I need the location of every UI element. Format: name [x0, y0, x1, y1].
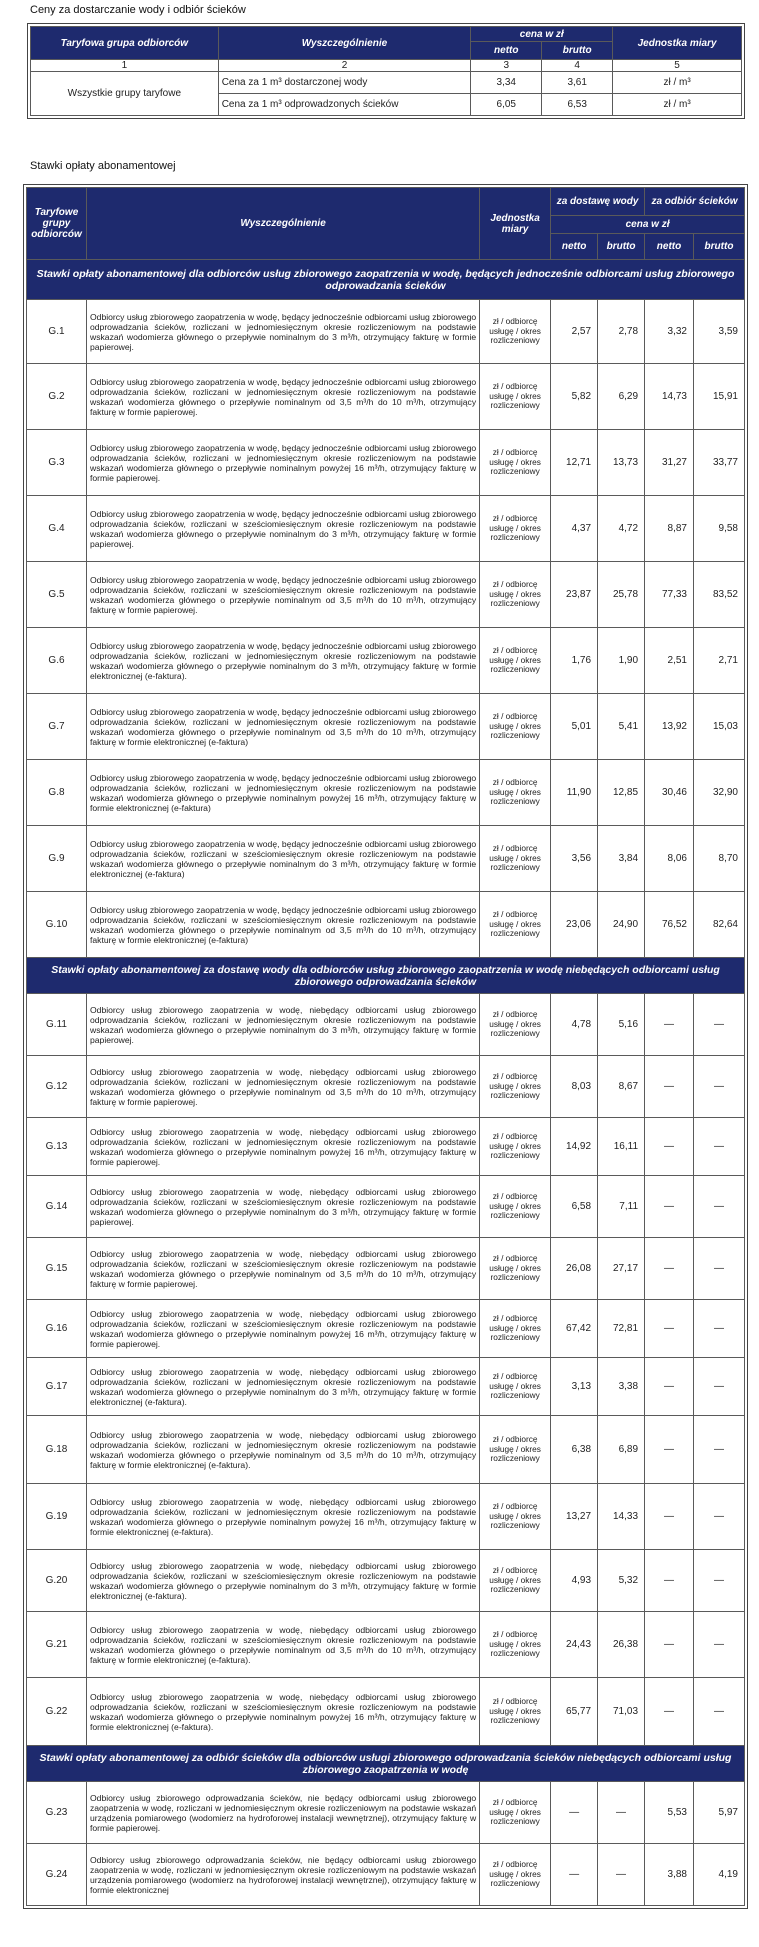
- table-row: [27, 1678, 745, 1746]
- sewage-brutto: 4,19: [693, 1844, 744, 1906]
- table-row: [27, 1118, 745, 1176]
- table-row: [31, 72, 742, 94]
- tariff-group-code: G.21: [27, 1612, 87, 1678]
- sewage-netto: 2,51: [645, 628, 694, 694]
- table-row: [27, 1550, 745, 1612]
- row-description: Odbiorcy usług zbiorowego zaopatrzenia w wodę, niebędący odbiorcami usług zbiorowego odprowadzania ścieków, rozliczani w jednomiesięcznym okresie rozliczeniowym na podstawie wskazań wodomierza głównego o przepływie nominalnym do 3 m³/h, otrzymujący fakturę w formie elektronicznej (e-faktura).: [86, 1358, 479, 1416]
- table-row: [27, 628, 745, 694]
- row-description: Odbiorcy usług zbiorowego zaopatrzenia w wodę, niebędący odbiorcami usług zbiorowego odprowadzania ścieków, rozliczani w jednomiesięcznym okresie rozliczeniowym na podstawie wskazań wodomierza głównego o przepływie nominalnym powyżej 16 m³/h, otrzymujący fakturę w formie papierowej.: [86, 1118, 479, 1176]
- unit: zł / odbiorcę usługę / okres rozliczeniowy: [480, 1176, 551, 1238]
- sewage-netto: 8,06: [645, 826, 694, 892]
- row-description: Odbiorcy usług zbiorowego zaopatrzenia w wodę, niebędący odbiorcami usług zbiorowego odprowadzania ścieków, rozliczani w sześciomiesięcznym okresie rozliczeniowym na podstawie wskazań wodomierza głównego o przepływie nominalnym do 3 m³/h, otrzymujący fakturę w formie elektronicznej (e-faktura).: [86, 1550, 479, 1612]
- column-number: 2: [218, 60, 471, 72]
- water-brutto: 25,78: [598, 562, 645, 628]
- sewage-netto: 30,46: [645, 760, 694, 826]
- water-netto: —: [551, 1782, 598, 1844]
- tariff-group-code: G.23: [27, 1782, 87, 1844]
- tariff-group-code: G.20: [27, 1550, 87, 1612]
- sewage-brutto: —: [693, 1678, 744, 1746]
- table-row: [27, 496, 745, 562]
- unit: zł / odbiorcę usługę / okres rozliczeniowy: [480, 994, 551, 1056]
- sewage-netto: —: [645, 1358, 694, 1416]
- sewage-netto: 8,87: [645, 496, 694, 562]
- water-brutto: 6,89: [598, 1416, 645, 1484]
- sewage-brutto: —: [693, 994, 744, 1056]
- row-description: Odbiorcy usług zbiorowego zaopatrzenia w wodę, będący jednocześnie odbiorcami usług zbiorowego odprowadzania ścieków, rozliczani w jednomiesięcznym okresie rozliczeniowym na podstawie wskazań wodomierza głównego o przepływie nominalnym do 3 m³/h, otrzymujący fakturę w formie elektronicznej (e-faktura).: [86, 628, 479, 694]
- sewage-netto: 5,53: [645, 1782, 694, 1844]
- unit: zł / m³: [613, 72, 742, 94]
- table-row: [27, 1238, 745, 1300]
- tariff-group-code: G.7: [27, 694, 87, 760]
- row-description: Odbiorcy usług zbiorowego zaopatrzenia w wodę, niebędący odbiorcami usług zbiorowego odprowadzania ścieków, rozliczani w sześciomiesięcznym okresie rozliczeniowym na podstawie wskazań wodomierza głównego o przepływie nominalnym powyżej 16 m³/h, otrzymujący fakturę w formie papierowej.: [86, 1300, 479, 1358]
- table-row: [27, 430, 745, 496]
- tariff-group-code: G.3: [27, 430, 87, 496]
- unit: zł / odbiorcę usługę / okres rozliczeniowy: [480, 430, 551, 496]
- section-title: Stawki opłaty abonamentowej dla odbiorców usług zbiorowego zaopatrzenia w wodę, będących jednocześnie odbiorcami usług zbiorowego odprowadzania ścieków: [27, 260, 745, 300]
- table-row: [27, 1300, 745, 1358]
- sewage-brutto: 83,52: [693, 562, 744, 628]
- water-brutto: 3,84: [598, 826, 645, 892]
- unit: zł / odbiorcę usługę / okres rozliczeniowy: [480, 300, 551, 364]
- unit: zł / odbiorcę usługę / okres rozliczeniowy: [480, 1300, 551, 1358]
- water-brutto: —: [598, 1844, 645, 1906]
- table-row: [27, 760, 745, 826]
- sewage-netto: —: [645, 1300, 694, 1358]
- row-description: Odbiorcy usług zbiorowego zaopatrzenia w wodę, niebędący odbiorcami usług zbiorowego odprowadzania ścieków, rozliczani w sześciomiesięcznym okresie rozliczeniowym na podstawie wskazań wodomierza głównego o przepływie nominalnym od 3,5 m³/h do 10 m³/h, otrzymujący fakturę w formie papierowej.: [86, 1238, 479, 1300]
- water-netto: 4,37: [551, 496, 598, 562]
- water-brutto: 16,11: [598, 1118, 645, 1176]
- water-brutto: 13,73: [598, 430, 645, 496]
- row-description: Odbiorcy usług zbiorowego zaopatrzenia w wodę, będący jednocześnie odbiorcami usług zbiorowego odprowadzania ścieków, rozliczani w sześciomiesięcznym okresie rozliczeniowym na podstawie wskazań wodomierza głównego o przepływie nominalnym do 3 m³/h, otrzymujący fakturę w formie elektronicznej (e-faktura): [86, 826, 479, 892]
- row-description: Odbiorcy usług zbiorowego zaopatrzenia w wodę, niebędący odbiorcami usług zbiorowego odprowadzania ścieków, rozliczani w jednomiesięcznym okresie rozliczeniowym na podstawie wskazań wodomierza głównego o przepływie nominalnym do 3 m³/h, otrzymujący fakturę w formie papierowej.: [86, 994, 479, 1056]
- section-title: Stawki opłaty abonamentowej za odbiór ścieków dla odbiorców usługi zbiorowego odprowadzania ścieków niebędących odbiorcami usług zbiorowego zaopatrzenia w wodę: [27, 1746, 745, 1782]
- unit: zł / odbiorcę usługę / okres rozliczeniowy: [480, 1358, 551, 1416]
- water-netto: 23,06: [551, 892, 598, 958]
- water-netto: 3,56: [551, 826, 598, 892]
- sewage-netto: 76,52: [645, 892, 694, 958]
- water-netto: 6,58: [551, 1176, 598, 1238]
- tariff-group-code: G.11: [27, 994, 87, 1056]
- table-row: [27, 1056, 745, 1118]
- sewage-netto: —: [645, 1678, 694, 1746]
- table-row: [27, 1844, 745, 1906]
- sewage-netto: —: [645, 1118, 694, 1176]
- row-description: Odbiorcy usług zbiorowego zaopatrzenia w wodę, będący jednocześnie odbiorcami usług zbiorowego odprowadzania ścieków, rozliczani w sześciomiesięcznym okresie rozliczeniowym na podstawie wskazań wodomierza głównego o przepływie nominalnym od 3,5 m³/h do 10 m³/h, otrzymujący fakturę w formie papierowej.: [86, 562, 479, 628]
- unit: zł / odbiorcę usługę / okres rozliczeniowy: [480, 1782, 551, 1844]
- sewage-brutto: —: [693, 1612, 744, 1678]
- row-description: Odbiorcy usług zbiorowego zaopatrzenia w wodę, niebędący odbiorcami usług zbiorowego odprowadzania ścieków, rozliczani w sześciomiesięcznym okresie rozliczeniowym na podstawie wskazań wodomierza głównego o przepływie nominalnym do 3 m³/h, otrzymujący fakturę w formie papierowej.: [86, 1176, 479, 1238]
- unit: zł / odbiorcę usługę / okres rozliczeniowy: [480, 496, 551, 562]
- sewage-brutto: —: [693, 1358, 744, 1416]
- header-water: za dostawę wody: [551, 188, 645, 216]
- sewage-netto: 14,73: [645, 364, 694, 430]
- unit: zł / odbiorcę usługę / okres rozliczeniowy: [480, 1484, 551, 1550]
- sewage-brutto: —: [693, 1484, 744, 1550]
- water-netto: 11,90: [551, 760, 598, 826]
- table1-title: Ceny za dostarczanie wody i odbiór ścieków: [30, 4, 246, 16]
- row-description: Odbiorcy usług zbiorowego zaopatrzenia w wodę, będący jednocześnie odbiorcami usług zbiorowego odprowadzania ścieków, rozliczani w jednomiesięcznym okresie rozliczeniowym na podstawie wskazań wodomierza głównego o przepływie nominalnym powyżej 16 m³/h, otrzymujący fakturę w formie papierowej.: [86, 430, 479, 496]
- unit: zł / odbiorcę usługę / okres rozliczeniowy: [480, 892, 551, 958]
- tariff-group-code: G.22: [27, 1678, 87, 1746]
- water-netto: 13,27: [551, 1484, 598, 1550]
- section-title: Stawki opłaty abonamentowej za dostawę wody dla odbiorców usług zbiorowego zaopatrzenia w wodę niebędących odbiorcami usług zbiorowego odprowadzania ścieków: [27, 958, 745, 994]
- table-row: [27, 892, 745, 958]
- header-sewage: za odbiór ścieków: [645, 188, 745, 216]
- sewage-brutto: 82,64: [693, 892, 744, 958]
- row-description: Cena za 1 m³ odprowadzonych ścieków: [218, 94, 471, 116]
- sewage-brutto: —: [693, 1176, 744, 1238]
- water-brutto: 7,11: [598, 1176, 645, 1238]
- tariff-group-code: G.8: [27, 760, 87, 826]
- water-netto: 65,77: [551, 1678, 598, 1746]
- sewage-brutto: 15,03: [693, 694, 744, 760]
- table2-title: Stawki opłaty abonamentowej: [30, 160, 176, 172]
- table-row: [27, 694, 745, 760]
- header-water-brutto: brutto: [598, 234, 645, 260]
- table-row: [27, 1176, 745, 1238]
- header-sewage-netto: netto: [645, 234, 694, 260]
- group-label: Wszystkie grupy taryfowe: [31, 72, 219, 116]
- water-brutto: 6,29: [598, 364, 645, 430]
- row-description: Odbiorcy usług zbiorowego zaopatrzenia w wodę, będący jednocześnie odbiorcami usług zbiorowego odprowadzania ścieków, rozliczani w jednomiesięcznym okresie rozliczeniowym na podstawie wskazań wodomierza głównego o przepływie nominalnym od 3,5 m³/h do 10 m³/h, otrzymujący fakturę w formie papierowej.: [86, 364, 479, 430]
- row-description: Odbiorcy usług zbiorowego odprowadzania ścieków, nie będący odbiorcami usług zbiorowego zaopatrzenia w wodę, rozliczani w jednomiesięcznym okresie rozliczeniowym na podstawie wskazań urządzenia pomiarowego (wodomierz na hydroforowej instalacji wewnętrznej), otrzymujący fakturę w formie papierowej.: [86, 1782, 479, 1844]
- sewage-netto: 31,27: [645, 430, 694, 496]
- sewage-brutto: —: [693, 1416, 744, 1484]
- sewage-brutto: —: [693, 1118, 744, 1176]
- sewage-netto: —: [645, 1238, 694, 1300]
- column-number: 3: [471, 60, 542, 72]
- unit: zł / odbiorcę usługę / okres rozliczeniowy: [480, 1550, 551, 1612]
- tariff-group-code: G.24: [27, 1844, 87, 1906]
- column-number: 4: [542, 60, 613, 72]
- water-brutto: 26,38: [598, 1612, 645, 1678]
- tariff-group-code: G.12: [27, 1056, 87, 1118]
- header-sewage-brutto: brutto: [693, 234, 744, 260]
- water-brutto: 5,41: [598, 694, 645, 760]
- sewage-netto: —: [645, 1176, 694, 1238]
- sewage-netto: —: [645, 1056, 694, 1118]
- tariff-group-code: G.6: [27, 628, 87, 694]
- section-header-row: [27, 958, 745, 994]
- water-sewage-price-table: [30, 26, 742, 116]
- row-description: Odbiorcy usług zbiorowego zaopatrzenia w wodę, niebędący odbiorcami usług zbiorowego odprowadzania ścieków, rozliczani w sześciomiesięcznym okresie rozliczeniowym na podstawie wskazań wodomierza głównego o przepływie nominalnym powyżej 16 m³/h, otrzymujący fakturę w formie elektronicznej (e-faktura).: [86, 1678, 479, 1746]
- sewage-brutto: 2,71: [693, 628, 744, 694]
- water-brutto: 27,17: [598, 1238, 645, 1300]
- water-brutto: 4,72: [598, 496, 645, 562]
- subscription-fee-table: [26, 187, 745, 1906]
- column-number: 5: [613, 60, 742, 72]
- unit: zł / odbiorcę usługę / okres rozliczeniowy: [480, 1678, 551, 1746]
- water-netto: 5,01: [551, 694, 598, 760]
- row-description: Odbiorcy usług zbiorowego zaopatrzenia w wodę, niebędący odbiorcami usług zbiorowego odprowadzania ścieków, rozliczani w jednomiesięcznym okresie rozliczeniowym na podstawie wskazań wodomierza głównego o przepływie nominalnym powyżej 16 m³/h, otrzymujący fakturę w formie elektronicznej (e-faktura).: [86, 1484, 479, 1550]
- tariff-group-code: G.16: [27, 1300, 87, 1358]
- water-netto: 23,87: [551, 562, 598, 628]
- sewage-brutto: 8,70: [693, 826, 744, 892]
- water-netto: 1,76: [551, 628, 598, 694]
- sewage-netto: —: [645, 1416, 694, 1484]
- water-brutto: 5,32: [598, 1550, 645, 1612]
- section-header-row: [27, 260, 745, 300]
- tariff-group-code: G.2: [27, 364, 87, 430]
- sewage-netto: 77,33: [645, 562, 694, 628]
- unit: zł / odbiorcę usługę / okres rozliczeniowy: [480, 562, 551, 628]
- unit: zł / odbiorcę usługę / okres rozliczeniowy: [480, 1118, 551, 1176]
- tariff-group-code: G.5: [27, 562, 87, 628]
- sewage-netto: —: [645, 1550, 694, 1612]
- unit: zł / odbiorcę usługę / okres rozliczeniowy: [480, 1612, 551, 1678]
- water-netto: 4,78: [551, 994, 598, 1056]
- water-netto: —: [551, 1844, 598, 1906]
- tariff-group-code: G.19: [27, 1484, 87, 1550]
- unit: zł / odbiorcę usługę / okres rozliczeniowy: [480, 628, 551, 694]
- table-row: [27, 1782, 745, 1844]
- price-brutto: 3,61: [542, 72, 613, 94]
- unit: zł / odbiorcę usługę / okres rozliczeniowy: [480, 1056, 551, 1118]
- sewage-netto: —: [645, 994, 694, 1056]
- header-unit: Jednostka miary: [480, 188, 551, 260]
- row-description: Odbiorcy usług zbiorowego zaopatrzenia w wodę, będący jednocześnie odbiorcami usług zbiorowego odprowadzania ścieków, rozliczani w jednomiesięcznym okresie rozliczeniowym na podstawie wskazań wodomierza głównego o przepływie nominalnym do 3 m³/h, otrzymujący fakturę w formie papierowej.: [86, 300, 479, 364]
- unit: zł / odbiorcę usługę / okres rozliczeniowy: [480, 1844, 551, 1906]
- sewage-brutto: 5,97: [693, 1782, 744, 1844]
- tariff-group-code: G.17: [27, 1358, 87, 1416]
- water-brutto: 5,16: [598, 994, 645, 1056]
- water-brutto: 14,33: [598, 1484, 645, 1550]
- header-unit: Jednostka miary: [613, 27, 742, 60]
- water-netto: 24,43: [551, 1612, 598, 1678]
- water-brutto: 12,85: [598, 760, 645, 826]
- header-group: Taryfowe grupy odbiorców: [27, 188, 87, 260]
- tariff-group-code: G.13: [27, 1118, 87, 1176]
- unit: zł / odbiorcę usługę / okres rozliczeniowy: [480, 760, 551, 826]
- sewage-netto: —: [645, 1484, 694, 1550]
- column-number: 1: [31, 60, 219, 72]
- sewage-brutto: 3,59: [693, 300, 744, 364]
- table-row: [27, 300, 745, 364]
- water-netto: 8,03: [551, 1056, 598, 1118]
- water-brutto: 1,90: [598, 628, 645, 694]
- row-description: Odbiorcy usług zbiorowego zaopatrzenia w wodę, niebędący odbiorcami usług zbiorowego odprowadzania ścieków, rozliczani w sześciomiesięcznym okresie rozliczeniowym na podstawie wskazań wodomierza głównego o przepływie nominalnym od 3,5 m³/h do 10 m³/h, otrzymujący fakturę w formie elektronicznej (e-faktura).: [86, 1612, 479, 1678]
- header-brutto: brutto: [542, 42, 613, 60]
- water-netto: 3,13: [551, 1358, 598, 1416]
- sewage-brutto: —: [693, 1300, 744, 1358]
- tariff-group-code: G.10: [27, 892, 87, 958]
- price-netto: 3,34: [471, 72, 542, 94]
- sewage-brutto: —: [693, 1238, 744, 1300]
- table-row: [27, 1484, 745, 1550]
- unit: zł / odbiorcę usługę / okres rozliczeniowy: [480, 1238, 551, 1300]
- unit: zł / odbiorcę usługę / okres rozliczeniowy: [480, 694, 551, 760]
- tariff-group-code: G.9: [27, 826, 87, 892]
- tariff-group-code: G.18: [27, 1416, 87, 1484]
- table-row: [27, 364, 745, 430]
- table-row: [27, 1416, 745, 1484]
- column-number-row: [31, 60, 742, 72]
- header-price: cena w zł: [471, 27, 613, 42]
- water-netto: 12,71: [551, 430, 598, 496]
- table-row: [27, 1612, 745, 1678]
- water-brutto: 72,81: [598, 1300, 645, 1358]
- water-brutto: 24,90: [598, 892, 645, 958]
- tariff-group-code: G.4: [27, 496, 87, 562]
- tariff-group-code: G.14: [27, 1176, 87, 1238]
- sewage-netto: 13,92: [645, 694, 694, 760]
- price-brutto: 6,53: [542, 94, 613, 116]
- row-description: Odbiorcy usług zbiorowego zaopatrzenia w wodę, niebędący odbiorcami usług zbiorowego odprowadzania ścieków, rozliczani w jednomiesięcznym okresie rozliczeniowym na podstawie wskazań wodomierza głównego o przepływie nominalnym od 3,5 m³/h do 10 m³/h, otrzymujący fakturę w formie papierowej.: [86, 1056, 479, 1118]
- sewage-brutto: —: [693, 1056, 744, 1118]
- water-brutto: 71,03: [598, 1678, 645, 1746]
- table-row: [27, 1358, 745, 1416]
- water-brutto: 8,67: [598, 1056, 645, 1118]
- row-description: Odbiorcy usług zbiorowego zaopatrzenia w wodę, będący jednocześnie odbiorcami usług zbiorowego odprowadzania ścieków, rozliczani w sześciomiesięcznym okresie rozliczeniowym na podstawie wskazań wodomierza głównego o przepływie nominalnym do 3 m³/h, otrzymujący fakturę w formie papierowej.: [86, 496, 479, 562]
- sewage-brutto: —: [693, 1550, 744, 1612]
- header-group: Taryfowa grupa odbiorców: [31, 27, 219, 60]
- water-brutto: 2,78: [598, 300, 645, 364]
- water-netto: 6,38: [551, 1416, 598, 1484]
- section-header-row: [27, 1746, 745, 1782]
- sewage-brutto: 15,91: [693, 364, 744, 430]
- row-description: Odbiorcy usług zbiorowego odprowadzania ścieków, nie będący odbiorcami usług zbiorowego zaopatrzenia w wodę, rozliczani w jednomiesięcznym okresie rozliczeniowym na podstawie wskazań urządzenia pomiarowego (wodomierz na hydroforowej instalacji wewnętrznej), otrzymujący fakturę w formie elektronicznej: [86, 1844, 479, 1906]
- tariff-group-code: G.1: [27, 300, 87, 364]
- unit: zł / odbiorcę usługę / okres rozliczeniowy: [480, 826, 551, 892]
- unit: zł / m³: [613, 94, 742, 116]
- table-row: [27, 562, 745, 628]
- water-netto: 2,57: [551, 300, 598, 364]
- water-netto: 5,82: [551, 364, 598, 430]
- price-netto: 6,05: [471, 94, 542, 116]
- table-row: [27, 994, 745, 1056]
- water-netto: 4,93: [551, 1550, 598, 1612]
- water-brutto: —: [598, 1782, 645, 1844]
- sewage-netto: 3,88: [645, 1844, 694, 1906]
- tariff-group-code: G.15: [27, 1238, 87, 1300]
- unit: zł / odbiorcę usługę / okres rozliczeniowy: [480, 1416, 551, 1484]
- sewage-brutto: 9,58: [693, 496, 744, 562]
- water-netto: 14,92: [551, 1118, 598, 1176]
- table-row: [27, 826, 745, 892]
- header-water-netto: netto: [551, 234, 598, 260]
- header-spec: Wyszczególnienie: [218, 27, 471, 60]
- row-description: Cena za 1 m³ dostarczonej wody: [218, 72, 471, 94]
- sewage-netto: —: [645, 1612, 694, 1678]
- sewage-brutto: 33,77: [693, 430, 744, 496]
- row-description: Odbiorcy usług zbiorowego zaopatrzenia w wodę, niebędący odbiorcami usług zbiorowego odprowadzania ścieków, rozliczani w jednomiesięcznym okresie rozliczeniowym na podstawie wskazań wodomierza głównego o przepływie nominalnym od 3,5 m³/h do 10 m³/h, otrzymujący fakturę w formie elektronicznej (e-faktura).: [86, 1416, 479, 1484]
- header-price: cena w zł: [551, 216, 745, 234]
- sewage-brutto: 32,90: [693, 760, 744, 826]
- water-brutto: 3,38: [598, 1358, 645, 1416]
- unit: zł / odbiorcę usługę / okres rozliczeniowy: [480, 364, 551, 430]
- header-spec: Wyszczególnienie: [86, 188, 479, 260]
- header-netto: netto: [471, 42, 542, 60]
- row-description: Odbiorcy usług zbiorowego zaopatrzenia w wodę, będący jednocześnie odbiorcami usług zbiorowego odprowadzania ścieków, rozliczani w sześciomiesięcznym okresie rozliczeniowym na podstawie wskazań wodomierza głównego o przepływie nominalnym od 3,5 m³/h do 10 m³/h, otrzymujący fakturę w formie elektronicznej (e-faktura): [86, 892, 479, 958]
- sewage-netto: 3,32: [645, 300, 694, 364]
- row-description: Odbiorcy usług zbiorowego zaopatrzenia w wodę, będący jednocześnie odbiorcami usług zbiorowego odprowadzania ścieków, rozliczani w jednomiesięcznym okresie rozliczeniowym na podstawie wskazań wodomierza głównego o przepływie nominalnym powyżej 16 m³/h, otrzymujący fakturę w formie elektronicznej (e-faktura): [86, 760, 479, 826]
- row-description: Odbiorcy usług zbiorowego zaopatrzenia w wodę, będący jednocześnie odbiorcami usług zbiorowego odprowadzania ścieków, rozliczani w jednomiesięcznym okresie rozliczeniowym na podstawie wskazań wodomierza głównego o przepływie nominalnym od 3,5 m³/h do 10 m³/h, otrzymujący fakturę w formie elektronicznej (e-faktura): [86, 694, 479, 760]
- water-netto: 67,42: [551, 1300, 598, 1358]
- water-netto: 26,08: [551, 1238, 598, 1300]
